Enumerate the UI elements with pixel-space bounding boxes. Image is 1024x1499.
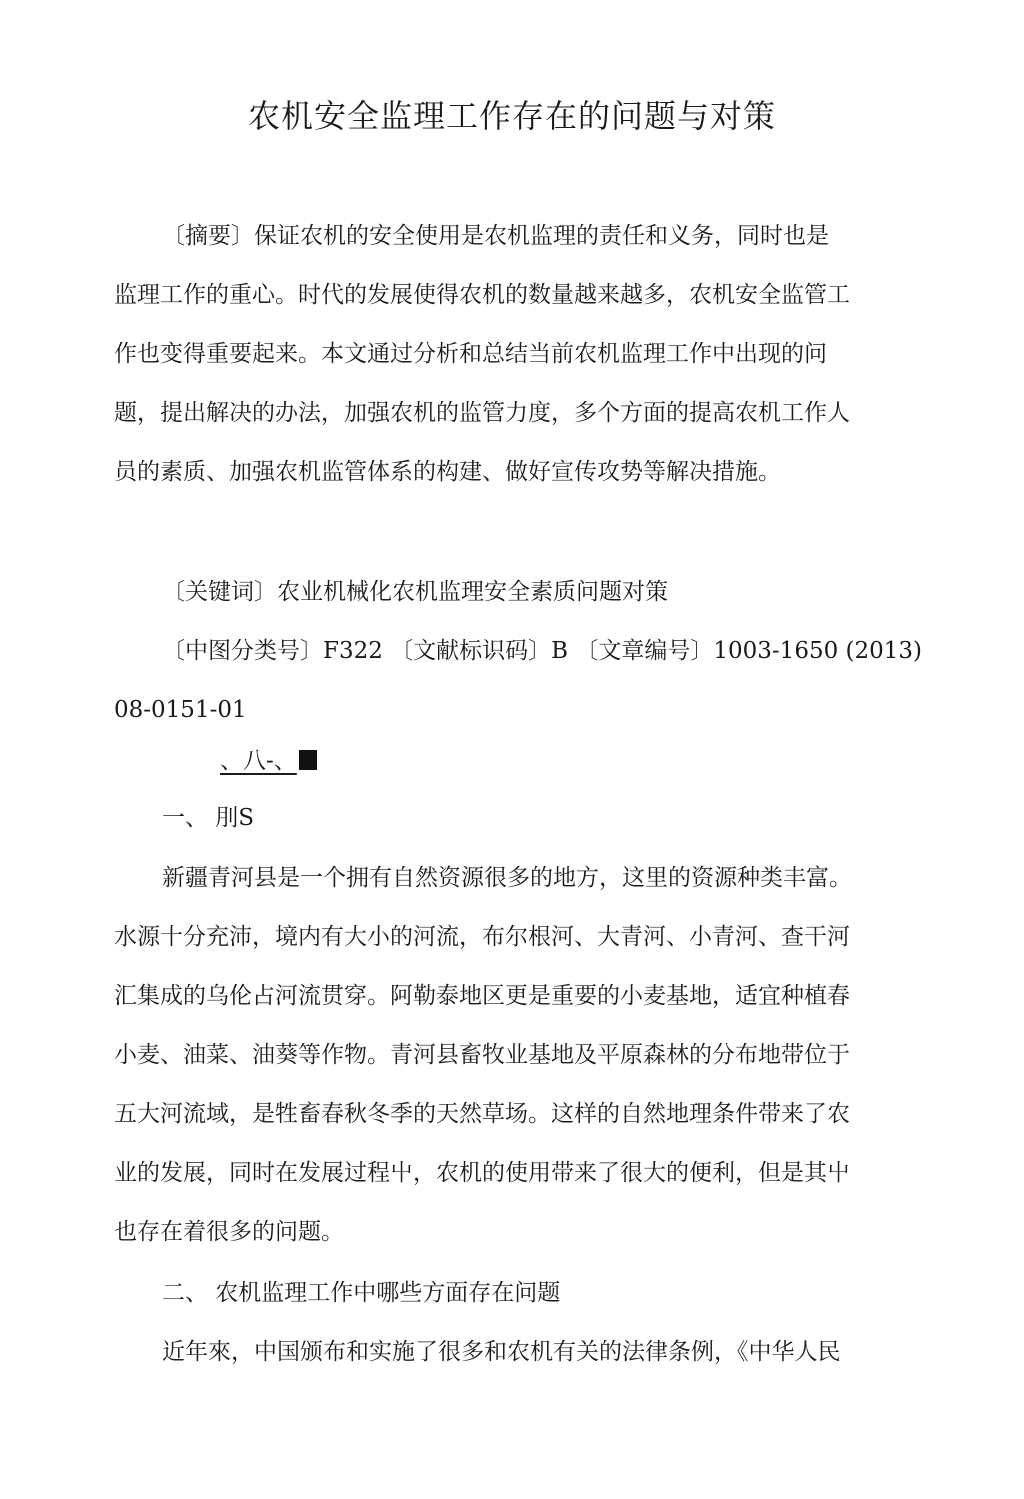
keywords-line: 〔关键词〕农业机械化农机监理安全素质问题对策	[162, 579, 668, 605]
body-line: 五大河流域，是牲畜春秋冬季的天然草场。这样的自然地理条件带来了农	[114, 1101, 850, 1127]
abstract-line: 〔摘要〕保证农机的安全使用是农机监理的责任和义务，同时也是	[162, 223, 829, 249]
classification-line: 〔中图分类号〕F322 〔文献标识码〕B 〔文章编号〕1003-1650 (2013)	[162, 638, 923, 664]
classification-line: 08-0151-01	[114, 697, 247, 723]
body-line: 水源十分充沛，境内有大小的河流，布尔根河、大青河、小青河、查干河	[114, 924, 850, 950]
section-heading: 二、 农机监理工作中哪些方面存在问题	[162, 1280, 561, 1306]
body-line: 汇集成的乌伦占河流贯穿。阿勒泰地区更是重要的小麦基地，适宜种植春	[114, 983, 850, 1009]
abstract-line: 员的素质、加强农机监管体系的构建、做好宣传攻势等解决措施。	[114, 459, 781, 485]
abstract-line: 监理工作的重心。时代的发展使得农机的数量越来越多，农机安全监管工	[114, 282, 850, 308]
abstract-line: 题，提出解决的办法，加强农机的监管力度，多个方面的提高农机工作人	[114, 400, 850, 426]
body-line: 业的发展，同时在发展过程屮，农机的使用带来了很大的便利，但是其屮	[114, 1160, 850, 1186]
black-square-glyph	[299, 750, 317, 770]
body-line: 近年來，中国颁布和实施了很多和农机有关的法律条例，《中华人民	[162, 1339, 841, 1365]
body-line: 新疆青河县是一个拥有自然资源很多的地方，这里的资源种类丰富。	[162, 865, 852, 891]
garbled-mark-text: 、八-、	[220, 748, 297, 774]
abstract-line: 作也变得重要起来。本文通过分析和总结当前农机监理工作中出现的问	[114, 341, 827, 367]
body-line: 也存在着很多的问题。	[114, 1219, 344, 1245]
document-title: 农机安全监理工作存在的问题与对策	[247, 97, 776, 135]
section-heading: 一、 刖S	[162, 805, 255, 831]
garbled-heading-mark	[220, 743, 317, 779]
body-line: 小麦、油菜、油葵等作物。青河县畜牧业基地及平原森林的分布地带位于	[114, 1042, 850, 1068]
